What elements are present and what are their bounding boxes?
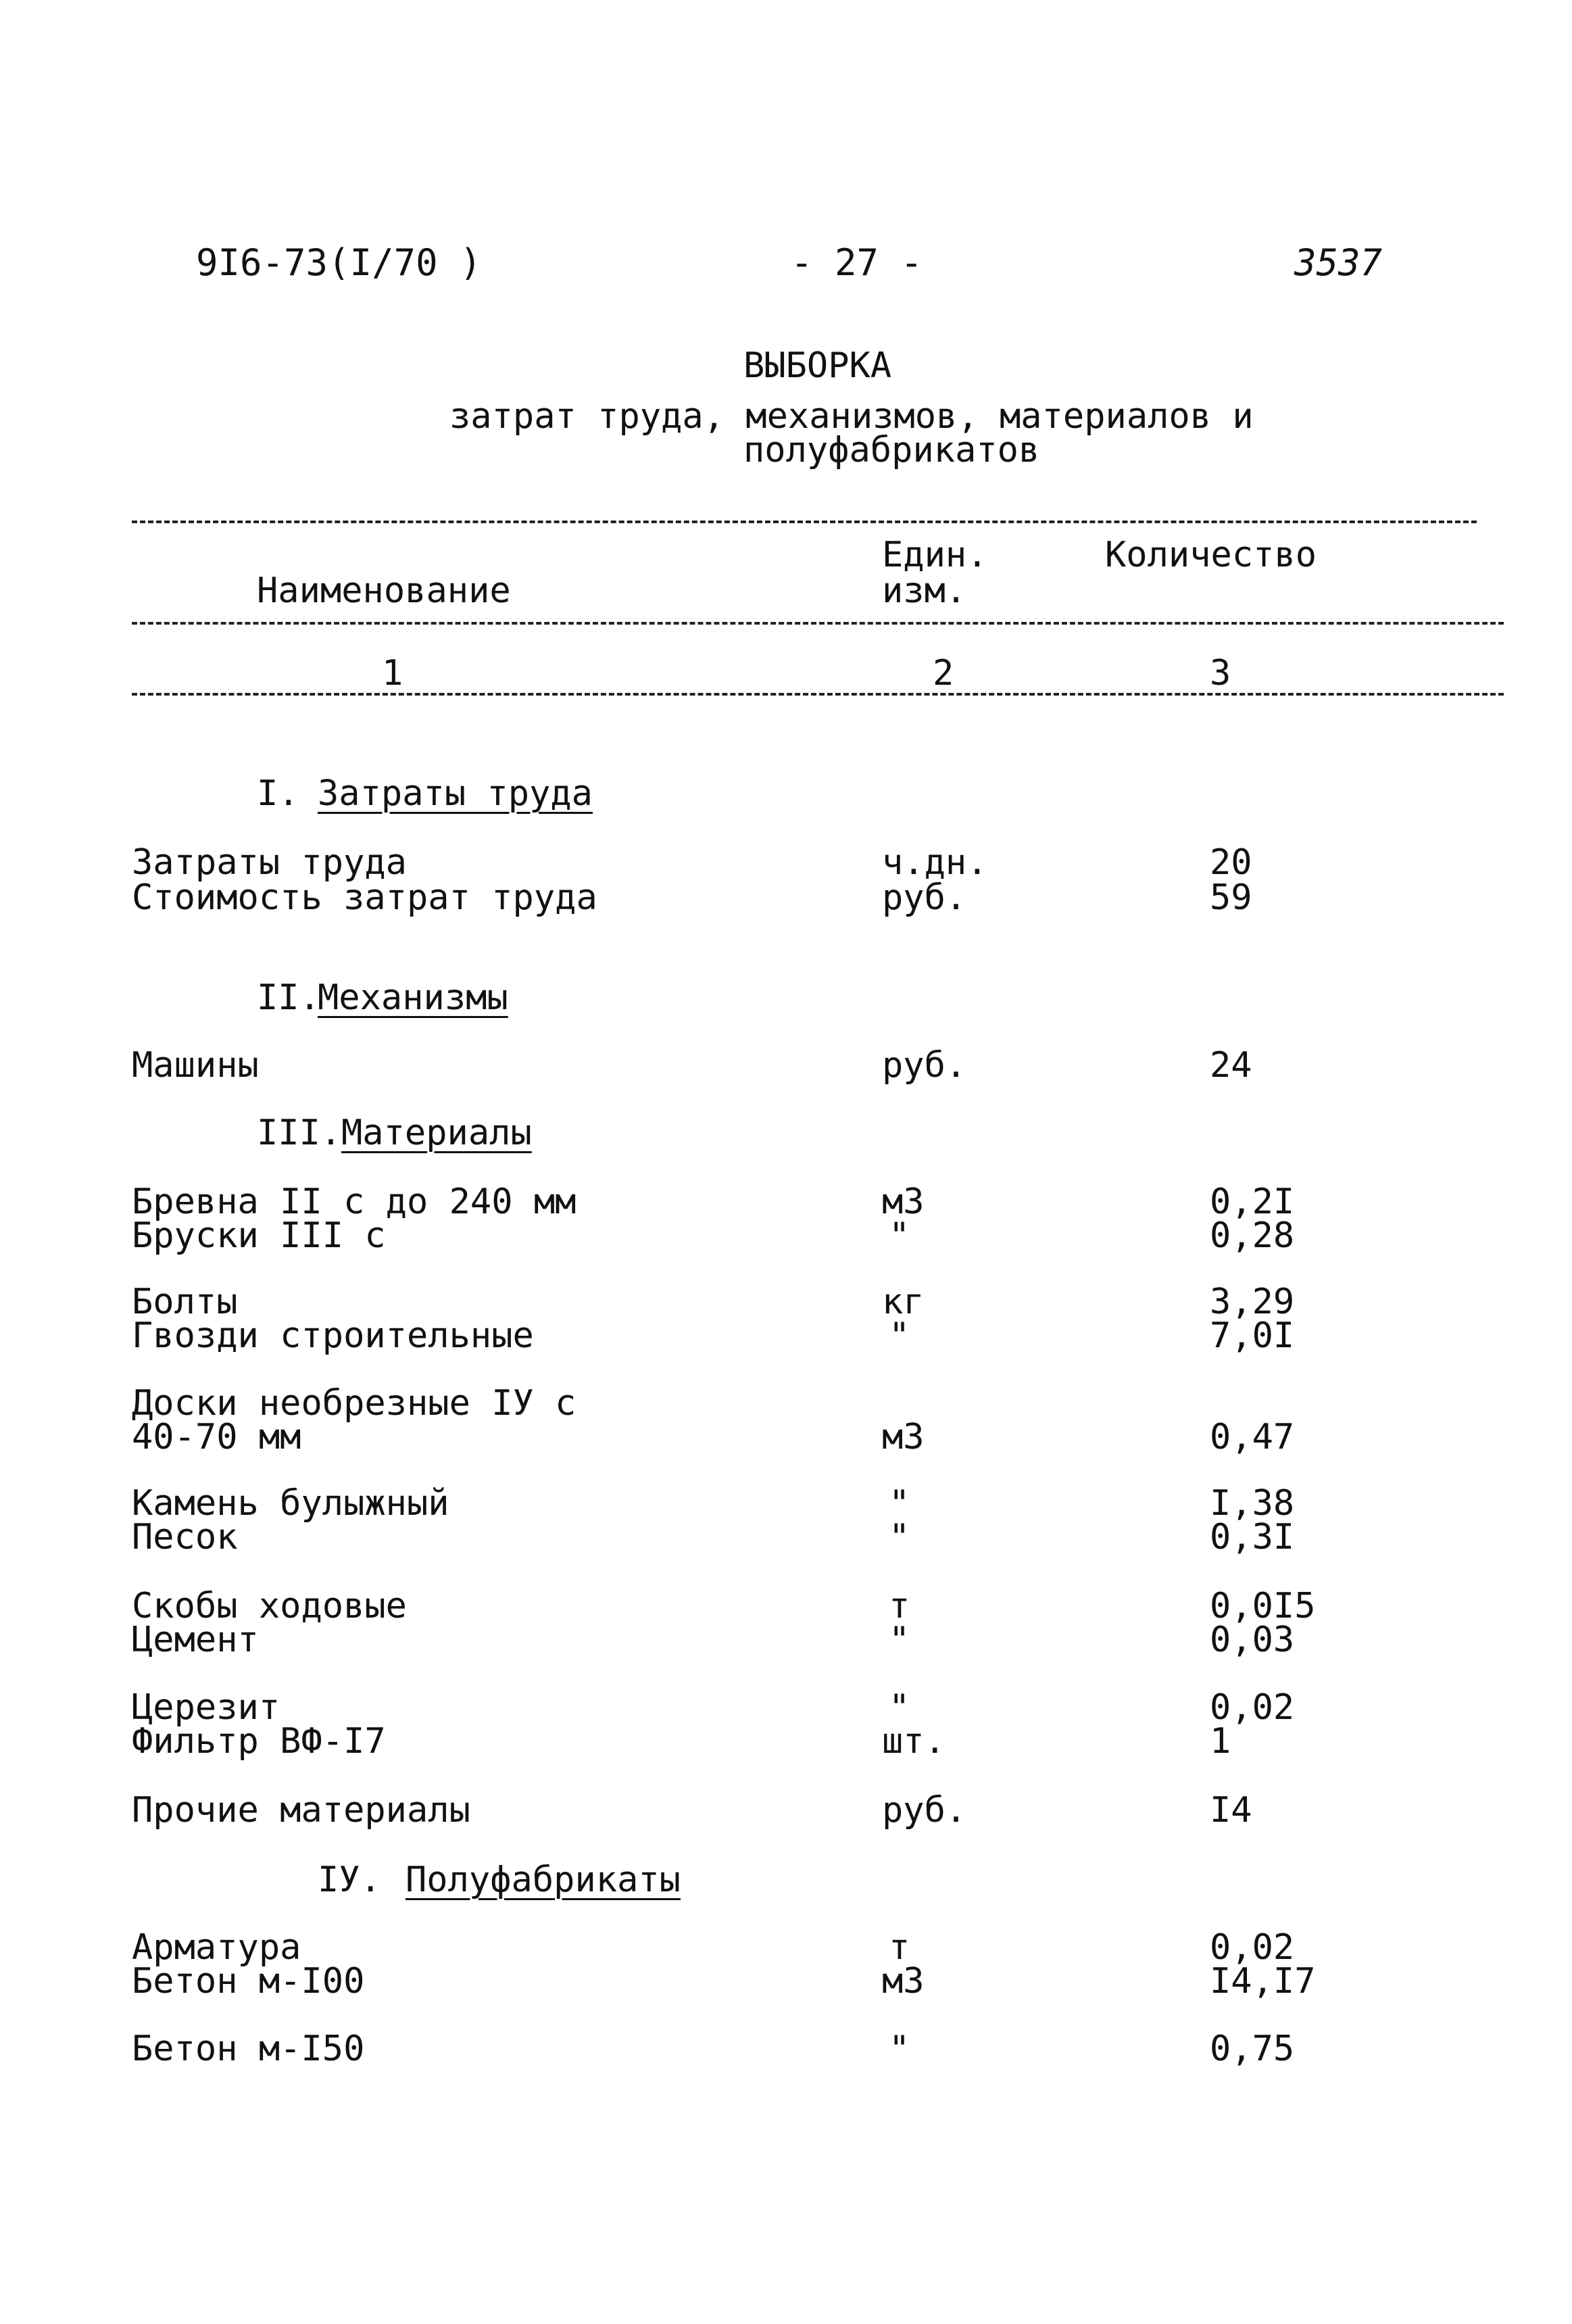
row-name: Гвозди строительные (132, 1315, 534, 1356)
row-name: Бетон м-I00 (132, 1961, 365, 2002)
row-unit: т (889, 1586, 910, 1626)
row-unit: т (889, 1927, 910, 1968)
document-subtitle-line1: затрат труда, механизмов, материалов и (449, 396, 1254, 437)
row-quantity: 59 (1210, 877, 1252, 918)
section-number-materials: III. (257, 1113, 342, 1153)
section-number-mechanisms: II. (257, 977, 320, 1018)
document-code: 9I6-73(I/70 ) (196, 241, 482, 284)
document-title: ВЫБОРКА (743, 345, 892, 386)
column-number-2: 2 (933, 653, 954, 694)
row-name: Машины (132, 1045, 259, 1086)
section-title-materials: Материалы (341, 1113, 532, 1153)
row-quantity: 0,2I (1210, 1182, 1295, 1222)
column-header-quantity: Количество (1105, 535, 1317, 575)
row-quantity: I,38 (1210, 1483, 1295, 1524)
row-quantity: 0,3I (1210, 1517, 1295, 1557)
row-quantity: 1 (1210, 1721, 1231, 1762)
row-unit: м3 (882, 1417, 925, 1457)
row-quantity: 0,47 (1210, 1417, 1295, 1457)
row-name: Фильтр ВФ-I7 (132, 1721, 386, 1762)
column-header-name: Наименование (257, 571, 511, 611)
row-quantity: 0,03 (1210, 1620, 1295, 1660)
document-subtitle-line2: полуфабрикатов (743, 430, 1040, 470)
row-name: Камень булыжный (132, 1483, 449, 1524)
row-unit: " (889, 1620, 910, 1660)
row-name: Скобы ходовые (132, 1586, 407, 1626)
section-number-semi: IУ. (318, 1860, 381, 1900)
row-quantity: 0,0I5 (1210, 1586, 1316, 1626)
row-quantity: 7,0I (1210, 1315, 1295, 1356)
row-name: Доски необрезные IУ с (132, 1383, 576, 1424)
row-name: Церезит (132, 1687, 280, 1728)
row-quantity: 0,02 (1210, 1687, 1295, 1728)
row-name: Прочие материалы (132, 1790, 470, 1831)
header-bottom-rule (132, 693, 1504, 696)
row-quantity: 20 (1210, 842, 1252, 883)
row-quantity: I4 (1210, 1790, 1252, 1831)
row-name: 40-70 мм (132, 1417, 301, 1457)
row-name: Арматура (132, 1927, 301, 1968)
row-unit: " (889, 1215, 910, 1256)
row-quantity: 24 (1210, 1045, 1252, 1086)
row-unit: " (889, 2029, 910, 2069)
row-unit: руб. (882, 877, 967, 918)
row-quantity: I4,I7 (1210, 1961, 1316, 2002)
section-title-labor: Затраты труда (318, 773, 593, 814)
header-middle-rule (132, 622, 1504, 625)
row-unit: " (889, 1315, 910, 1356)
page-number: - 27 - (791, 241, 923, 284)
section-number-labor: I. (257, 773, 299, 814)
row-name: Стоимость затрат труда (132, 877, 597, 918)
row-unit: руб. (882, 1045, 967, 1086)
row-name: Цемент (132, 1620, 259, 1660)
column-header-unit-line2: изм. (882, 571, 967, 611)
row-unit: м3 (882, 1182, 925, 1222)
row-unit: " (889, 1517, 910, 1557)
row-name: Бруски III с (132, 1215, 386, 1256)
column-header-unit-line1: Един. (882, 535, 988, 575)
row-unit: " (889, 1483, 910, 1524)
column-number-3: 3 (1210, 653, 1231, 694)
row-unit: шт. (882, 1721, 945, 1762)
row-quantity: 3,29 (1210, 1282, 1295, 1322)
row-unit: руб. (882, 1790, 967, 1831)
row-quantity: 0,28 (1210, 1215, 1295, 1256)
row-name: Песок (132, 1517, 238, 1557)
row-unit: " (889, 1687, 910, 1728)
sheet-number: 3537 (1294, 241, 1383, 284)
row-quantity: 0,02 (1210, 1927, 1295, 1968)
row-name: Болты (132, 1282, 238, 1322)
row-unit: м3 (882, 1961, 925, 2002)
section-title-semi: Полуфабрикаты (406, 1860, 681, 1900)
column-number-1: 1 (382, 653, 403, 694)
row-unit: ч.дн. (882, 842, 988, 883)
header-top-rule (132, 521, 1477, 523)
row-name: Бетон м-I50 (132, 2029, 365, 2069)
row-name: Затраты труда (132, 842, 407, 883)
row-unit: кг (882, 1282, 925, 1322)
row-quantity: 0,75 (1210, 2029, 1295, 2069)
row-name: Бревна II с до 240 мм (132, 1182, 576, 1222)
section-title-mechanisms: Механизмы (318, 977, 508, 1018)
